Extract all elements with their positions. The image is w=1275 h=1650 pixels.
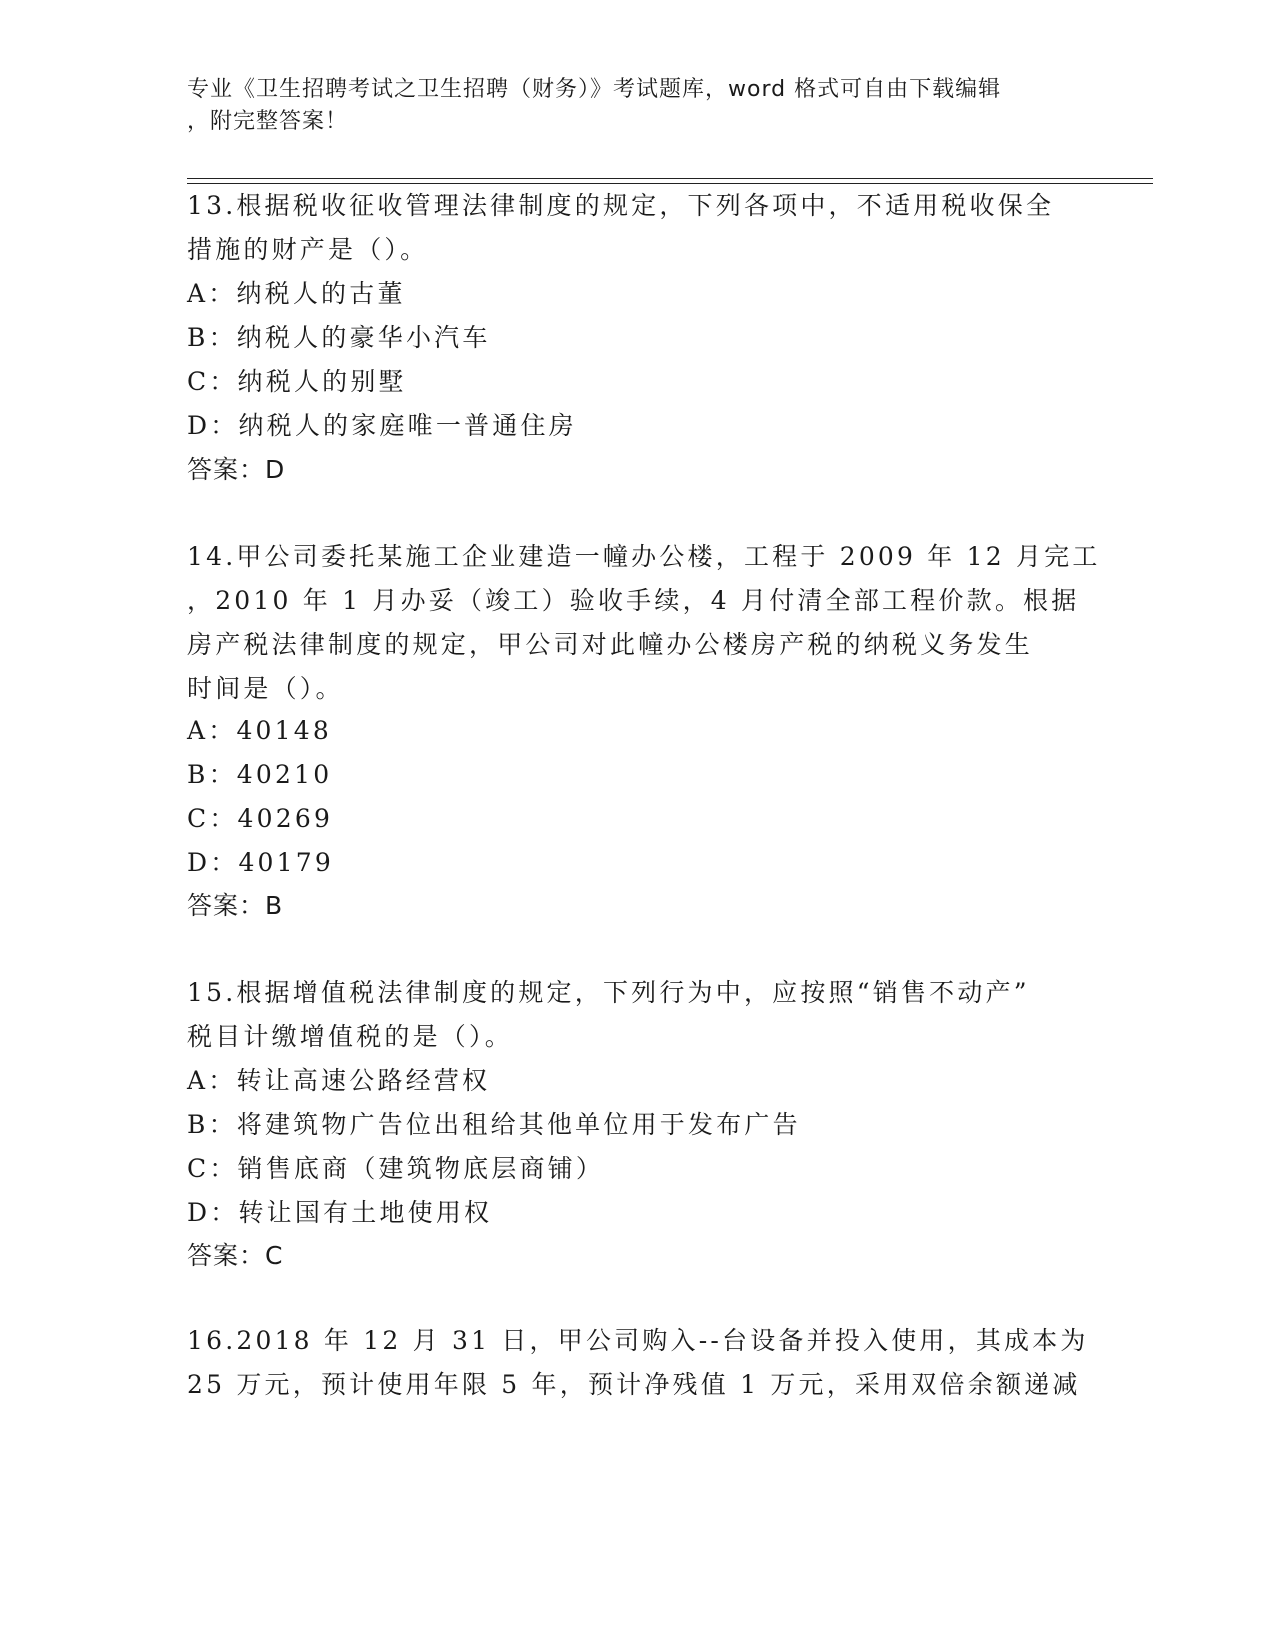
question-15-line-2: 税目计缴增值税的是（）。 — [187, 1022, 513, 1051]
question-13-option-d: D：纳税人的家庭唯一普通住房 — [187, 411, 577, 440]
question-13-option-a: A：纳税人的古董 — [187, 279, 406, 308]
header-line-1: 专业《卫生招聘考试之卫生招聘（财务）》考试题库，word 格式可自由下载编辑 — [187, 77, 1002, 102]
question-13-line-1: 13.根据税收征收管理法律制度的规定，下列各项中，不适用税收保全 — [187, 191, 1055, 220]
question-14-option-b: B：40210 — [187, 760, 333, 789]
question-13-option-b: B：纳税人的豪华小汽车 — [187, 323, 491, 352]
question-15-option-c: C：销售底商（建筑物底层商铺） — [187, 1154, 605, 1183]
question-15-answer: 答案：C — [187, 1241, 284, 1270]
question-14-line-2: ，2010 年 1 月办妥（竣工）验收手续，4 月付清全部工程价款。根据 — [187, 586, 1080, 615]
question-14-option-a: A：40148 — [187, 716, 332, 745]
header-divider-bottom — [187, 183, 1153, 184]
question-14-line-3: 房产税法律制度的规定，甲公司对此幢办公楼房产税的纳税义务发生 — [187, 630, 1034, 659]
question-13-line-2: 措施的财产是（）。 — [187, 235, 429, 264]
document-header — [187, 74, 1067, 138]
question-14-line-4: 时间是（）。 — [187, 674, 344, 703]
header-divider-top — [187, 178, 1153, 179]
question-14-option-c: C：40269 — [187, 804, 334, 833]
question-15-option-d: D：转让国有土地使用权 — [187, 1198, 493, 1227]
question-15-option-b: B：将建筑物广告位出租给其他单位用于发布广告 — [187, 1110, 801, 1139]
question-14-line-1: 14.甲公司委托某施工企业建造一幢办公楼，工程于 2009 年 12 月完工 — [187, 542, 1101, 571]
header-line-2: ，附完整答案！ — [187, 109, 349, 134]
question-15-option-a: A：转让高速公路经营权 — [187, 1066, 491, 1095]
question-16-line-2: 25 万元，预计使用年限 5 年，预计净残值 1 万元，采用双倍余额递减 — [187, 1370, 1081, 1399]
question-16-line-1: 16.2018 年 12 月 31 日，甲公司购入--台设备并投入使用，其成本为 — [187, 1326, 1089, 1355]
question-13-option-c: C：纳税人的别墅 — [187, 367, 407, 396]
question-15-line-1: 15.根据增值税法律制度的规定，下列行为中，应按照“销售不动产” — [187, 978, 1030, 1007]
question-13-answer: 答案：D — [187, 455, 286, 484]
question-14-answer: 答案：B — [187, 891, 284, 920]
question-14-option-d: D：40179 — [187, 848, 334, 877]
